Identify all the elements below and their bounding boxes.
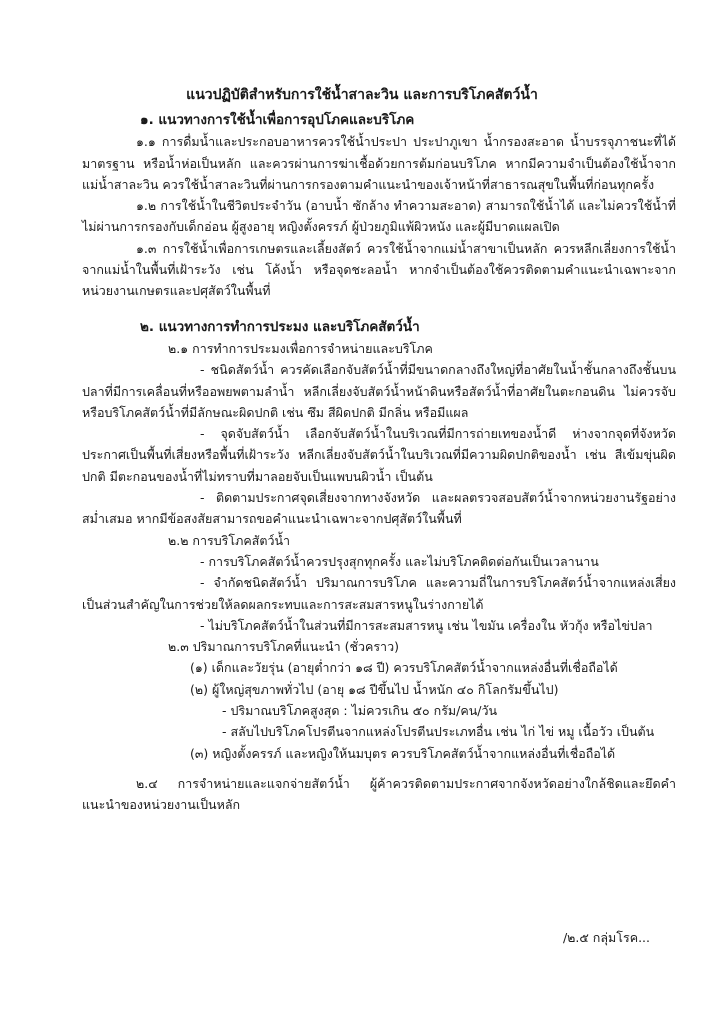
paragraph-1-1: ๑.๑ การดื่มน้ำและประกอบอาหารควรใช้น้ำประปา ประปาภูเขา น้ำกรองสะอาด น้ำบรรจุภาชนะที่ได้มาตรฐาน หรือน้ำห่อเป็นหลัก และควรผ่านการฆ่าเชื้อด้วยการต้มก่อนบริโภค หากมีความจำเป็นต้องใช้น้ำจากแม่น้ำสาละวิน ควรใช้น้ำสาละวินที่ผ่านการกรองตามคำแนะนำของเจ้าหน้าที่สาธารณสุขในพื้นที่ก่อนทุกครั้ง — [82, 134, 676, 192]
subheading-2-1: ๒.๑ การทำการประมงเพื่อการจำหน่ายและบริโภค — [168, 340, 433, 356]
consumption-item-2: - จำกัดชนิดสัตว์น้ำ ปริมาณการบริโภค และความถี่ในการบริโภคสัตว์น้ำจากแหล่งเสี่ยงเป็นส่วนสำคัญในการช่วยให้ลดผลกระทบและการสะสมสารหนูในร่างกายได้ — [82, 575, 676, 612]
recommendation-children: (๑) เด็กและวัยรุ่น (อายุต่ำกว่า ๑๘ ปี) ควรบริโภคสัตว์น้ำจากแหล่งอื่นที่เชื่อถือได้ — [190, 660, 618, 676]
recommendation-adults: (๒) ผู้ใหญ่สุขภาพทั่วไป (อายุ ๑๘ ปีขึ้นไป น้ำหนัก ๔๐ กิโลกรัมขึ้นไป) — [190, 681, 559, 697]
recommendation-pregnant: (๓) หญิงตั้งครรภ์ และหญิงให้นมบุตร ควรบริโภคสัตว์น้ำจากแหล่งอื่นที่เชื่อถือได้ — [190, 745, 616, 761]
fishing-species-item: - ชนิดสัตว์น้ำ ควรคัดเลือกจับสัตว์น้ำที่มีขนาดกลางถึงใหญ่ที่อาศัยในน้ำชั้นกลางถึงชั้นบน ปลาที่มีการเคลื่อนที่หรืออพยพตามลำน้ำ หลีกเลี่ยงจับสัตว์น้ำหน้าดินหรือสัตว์น้ำที่อาศัยในตะกอนดิน ไม่ควรจับหรือบริโภคสัตว์น้ำที่มีลักษณะผิดปกติ เช่น ซึม สีผิดปกติ มีกลิ่น หรือมีแผล — [82, 362, 676, 420]
consumption-item-1: - การบริโภคสัตว์น้ำควรปรุงสุกทุกครั้ง และไม่บริโภคติดต่อกันเป็นเวลานาน — [200, 553, 599, 569]
paragraph-2-4: ๒.๔ การจำหน่ายและแจกจ่ายสัตว์น้ำ ผู้ค้าควรติดตามประกาศจากจังหวัดอย่างใกล้ชิดและยึดคำแนะนำของหน่วยงานเป็นหลัก — [82, 775, 676, 813]
subheading-2-3: ๒.๓ ปริมาณการบริโภคที่แนะนำ (ชั่วคราว) — [168, 639, 399, 655]
risk-announcement-item: - ติดตามประกาศจุดเสี่ยงจากทางจังหวัด และผลตรวจสอบสัตว์น้ำจากหน่วยงานรัฐอย่างสม่ำเสมอ หากมีข้อสงสัยสามารถขอคำแนะนำเฉพาะจากปศุสัตว์ในพื้นที่ — [82, 490, 676, 527]
section-1-heading: ๑. แนวทางการใช้น้ำเพื่อการอุปโภคและบริโภค — [140, 112, 415, 128]
subheading-2-2: ๒.๒ การบริโภคสัตว์น้ำ — [168, 532, 291, 548]
paragraph-1-3: ๑.๓ การใช้น้ำเพื่อการเกษตรและเลี้ยงสัตว์ ควรใช้น้ำจากแม่น้ำสาขาเป็นหลัก ควรหลีกเลี่ยงการใช้น้ำจากแม่น้ำในพื้นที่เฝ้าระวัง เช่น โค้งน้ำ หรือจุดชะลอน้ำ หากจำเป็นต้องใช้ควรติดตามคำแนะนำเฉพาะจากหน่วยงานเกษตรและปศุสัตว์ในพื้นที่ — [82, 240, 676, 299]
continuation-note: /๒.๕ กลุ่มโรค... — [562, 930, 650, 945]
paragraph-1-2: ๑.๒ การใช้น้ำในชีวิตประจำวัน (อาบน้ำ ซักล้าง ทำความสะอาด) สามารถใช้น้ำได้ และไม่ควรใช้น้ำที่ไม่ผ่านการกรองกับเด็กอ่อน ผู้สูงอายุ หญิงตั้งครรภ์ ผู้ป่วยภูมิแพ้ผิวหนัง และผู้มีบาดแผลเปิด — [82, 198, 676, 235]
document-title: แนวปฏิบัติสำหรับการใช้น้ำสาละวิน และการบริโภคสัตว์น้ำ — [186, 87, 538, 103]
adult-max-intake: - ปริมาณบริโภคสูงสุด : ไม่ควรเกิน ๕๐ กรัม/คน/วัน — [222, 703, 498, 719]
consumption-item-3: - ไม่บริโภคสัตว์น้ำในส่วนที่มีการสะสมสารหนู เช่น ไขมัน เครื่องใน หัวกุ้ง หรือไข่ปลา — [200, 617, 653, 633]
fishing-location-item: - จุดจับสัตว์น้ำ เลือกจับสัตว์น้ำในบริเวณที่มีการถ่ายเทของน้ำดี ห่างจากจุดที่จังหวัดประกาศเป็นพื้นที่เสี่ยงหรือพื้นที่เฝ้าระวัง หลีกเลี่ยงจับสัตว์น้ำในบริเวณที่มีความผิดปกติของน้ำ เช่น สีเข้มขุ่นผิดปกติ มีตะกอนของน้ำที่ไม่ทราบที่มาลอยจับเป็นแพบนผิวน้ำ เป็นต้น — [82, 426, 676, 484]
adult-alternate-protein: - สลับไปบริโภคโปรตีนจากแหล่งโปรตีนประเภทอื่น เช่น ไก่ ไข่ หมู เนื้อวัว เป็นต้น — [222, 724, 655, 740]
section-2-heading: ๒. แนวทางการทำการประมง และบริโภคสัตว์น้ำ — [140, 318, 420, 335]
document-body — [82, 110, 676, 816]
